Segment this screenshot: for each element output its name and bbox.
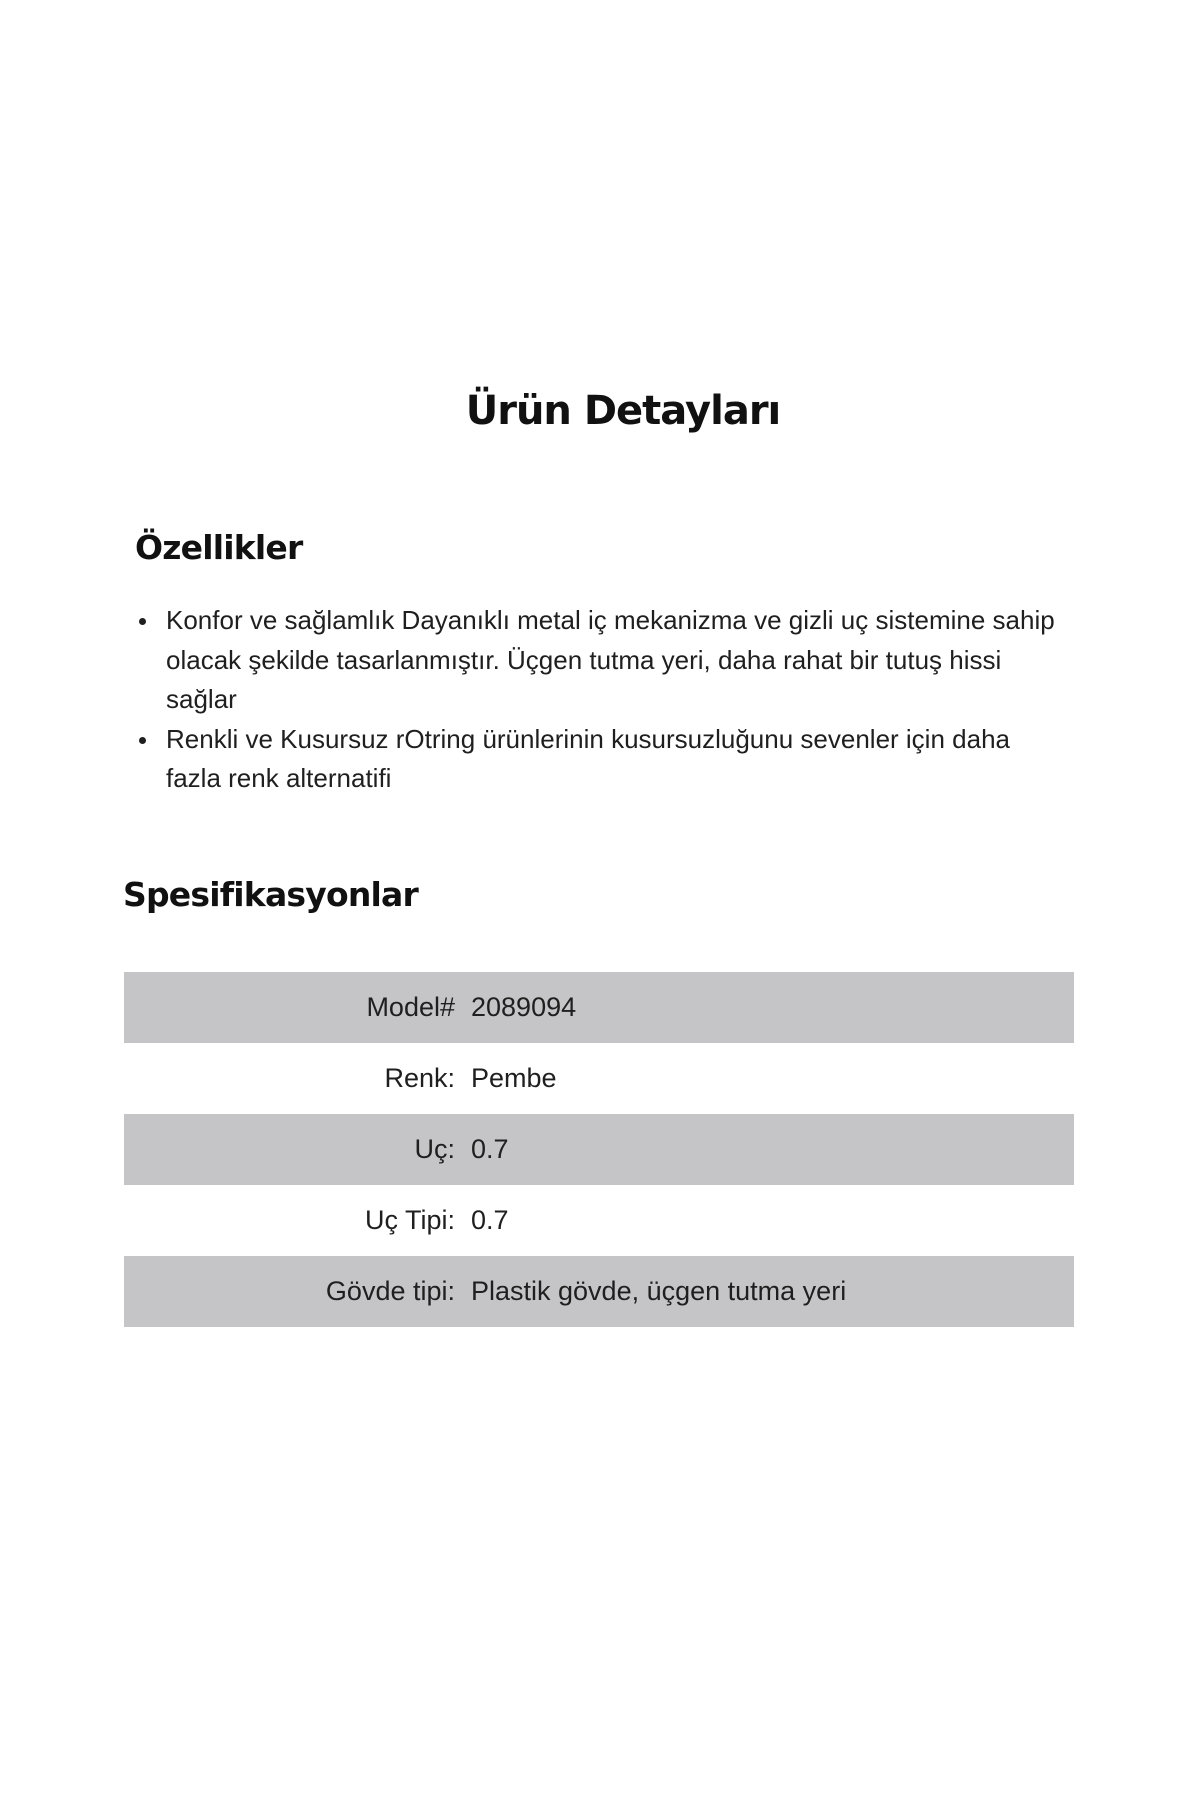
table-row (124, 1043, 1074, 1114)
table-row (124, 1185, 1074, 1256)
features-list (126, 601, 1076, 799)
spec-label-model: Model# (366, 992, 455, 1022)
page-title: Ürün Detayları (465, 388, 781, 434)
spec-label-body-type: Gövde tipi: (325, 1276, 455, 1306)
bullet-icon (139, 737, 146, 744)
spec-value-tip-type: 0.7 (471, 1205, 509, 1235)
feature-text: Konfor ve sağlamlık Dayanıklı metal iç mekanizma ve gizli uç sistemine sahip olacak şekilde tasarlanmıştır. Üçgen tutma yeri, daha rahat bir tutuş hissi sağlar (166, 605, 1055, 714)
spec-label-tip-type: Uç Tipi: (364, 1205, 455, 1235)
spec-value-body-type: Plastik gövde, üçgen tutma yeri (471, 1276, 847, 1306)
spec-label-tip: Uç: (414, 1134, 455, 1164)
table-row (124, 1114, 1074, 1185)
specifications-table (124, 972, 1074, 1327)
spec-label-color: Renk: (384, 1063, 455, 1093)
feature-text: Renkli ve Kusursuz rOtring ürünlerinin kusursuzluğunu sevenler için daha fazla renk alternatifi (166, 723, 1010, 793)
list-item (126, 720, 1076, 799)
table-row (124, 972, 1074, 1043)
list-item (126, 601, 1076, 720)
spec-value-tip: 0.7 (471, 1134, 509, 1164)
bullet-icon (139, 618, 146, 625)
features-heading: Özellikler (135, 528, 303, 567)
specifications-heading: Spesifikasyonlar (123, 875, 418, 914)
spec-value-color: Pembe (471, 1063, 557, 1093)
table-row (124, 1256, 1074, 1327)
spec-value-model: 2089094 (471, 992, 577, 1022)
